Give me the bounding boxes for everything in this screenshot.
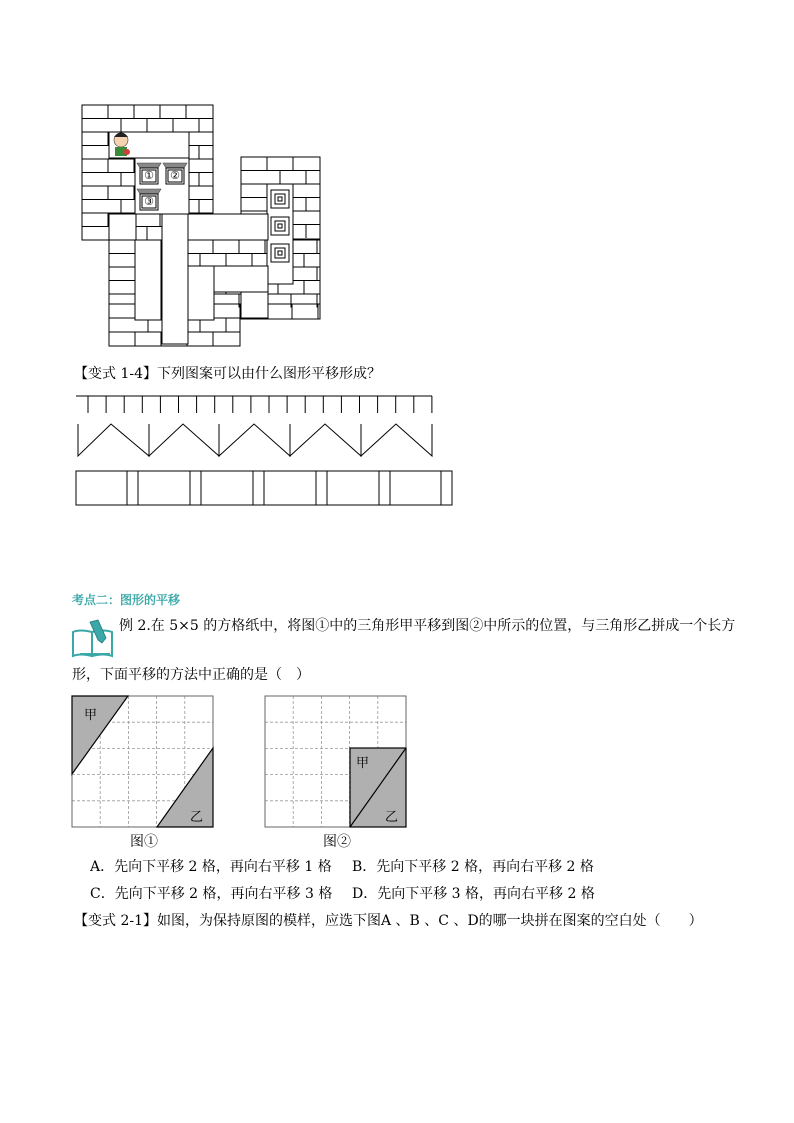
door-label-3: ③ bbox=[144, 195, 154, 208]
brick-maze-figure bbox=[0, 0, 794, 360]
variant-2-1-label: 【变式 2-1】 bbox=[74, 913, 157, 929]
fig2-label-yi: 乙 bbox=[385, 810, 399, 825]
example-2-line-1: 例 2.在 5×5 的方格纸中，将图①中的三角形甲平移到图②中所示的位置，与三角形乙拼成一个长方 bbox=[119, 618, 736, 634]
example-2-line-2: 形，下面平移的方法中正确的是（ ） bbox=[72, 667, 310, 683]
option-a[interactable]: A．先向下平移 2 格，再向右平移 1 格 bbox=[90, 859, 332, 875]
window-boxes bbox=[271, 190, 289, 262]
pencil-book-icon bbox=[70, 618, 120, 658]
section-title: 考点二：图形的平移 bbox=[72, 593, 181, 607]
option-d[interactable]: D．先向下平移 3 格，再向右平移 2 格 bbox=[352, 886, 595, 902]
variant-1-4-question: 下列图案可以由什么图形平移形成？ bbox=[157, 366, 381, 382]
door-label-1: ① bbox=[144, 169, 154, 182]
zigzag-pattern bbox=[78, 424, 432, 456]
variant-2-1-question: 如图，为保持原图的模样，应选下图A 、B 、C 、D的哪一块拼在图案的空白处（ ） bbox=[157, 913, 703, 929]
variant-2-1-heading bbox=[74, 912, 703, 930]
triangle-yi bbox=[157, 748, 213, 827]
fig1-label-jia: 甲 bbox=[84, 708, 98, 723]
variant-1-4-label: 【变式 1-4】 bbox=[74, 366, 157, 382]
option-b[interactable]: B．先向下平移 2 格，再向右平移 2 格 bbox=[352, 859, 594, 875]
fig1-label-yi: 乙 bbox=[190, 810, 204, 825]
fig2-label-jia: 甲 bbox=[356, 756, 370, 771]
door-label-2: ② bbox=[170, 169, 180, 182]
translation-patterns bbox=[0, 380, 794, 530]
fig2-caption: 图② bbox=[323, 834, 351, 850]
option-c[interactable]: C．先向下平移 2 格，再向右平移 3 格 bbox=[90, 886, 333, 902]
fig1-caption: 图① bbox=[130, 834, 158, 850]
